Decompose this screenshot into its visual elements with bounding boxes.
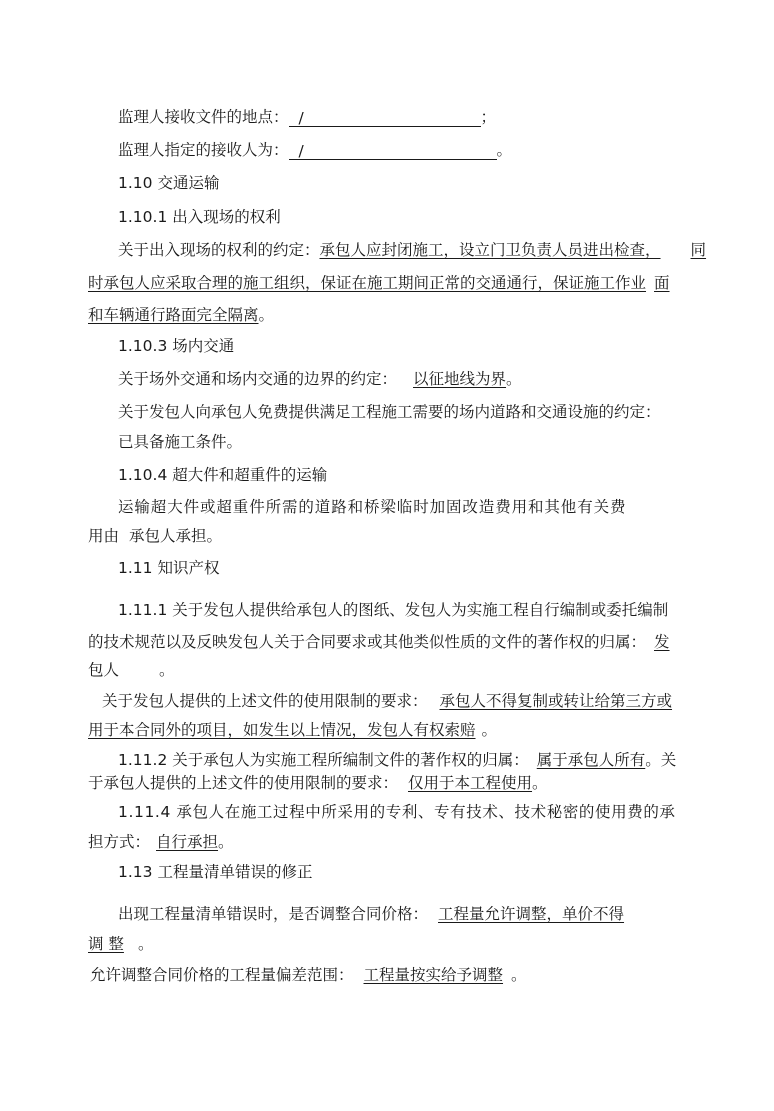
entry-rights-value-1b: 同 [690,241,707,259]
oversize-label: 用由 [88,527,120,545]
patent-fee-end: 。 [218,833,234,851]
receiver-line [118,140,512,160]
entry-rights-label: 关于出入现场的权利的约定： [118,241,320,259]
traffic-boundary-value: 以征地线为界 [413,370,507,388]
receive-location-end: ； [480,108,497,126]
copyright-contractor-line-2 [88,773,548,793]
bill-error-line-1 [118,904,624,924]
copyright-contractor-tail: 。关 [645,751,677,769]
oversize-line-1: 运输超大件或超重件所需的道路和桥梁临时加固改造费用和其他有关费 [118,498,627,516]
copyright-employer-value-2: 包人 [88,661,120,679]
section-1-10-3-heading: 1.10.3 场内交通 [118,337,235,355]
patent-fee-line-1: 1.11.4 承包人在施工过程中所采用的专利、专有技术、技术秘密的使用费的承 [118,803,676,821]
bill-error-value-1: 工程量允许调整，单价不得 [438,905,625,923]
oversize-line-2 [88,526,222,546]
patent-fee-label: 担方式： [88,833,151,851]
usage-limit-line-1 [102,691,672,711]
traffic-boundary-label: 关于场外交通和场内交通的边界的约定： [118,370,398,388]
free-roads-line-1: 关于发包人向承包人免费提供满足工程施工需要的场内道路和交通设施的约定： [118,403,661,421]
receiver-value: / [289,141,497,160]
traffic-boundary-line [118,369,522,389]
contractor-usage-label: 于承包人提供的上述文件的使用限制的要求： [88,774,399,792]
bill-error-label: 出现工程量清单错误时，是否调整合同价格： [118,905,429,923]
usage-limit-value-2: 用于本合同外的项目，如发生以上情况，发包人有权索赔 [88,721,476,739]
contractor-usage-end: 。 [532,774,548,792]
quantity-range-line [90,965,527,985]
entry-rights-end: 。 [258,306,275,324]
copyright-employer-line-2 [88,632,670,652]
traffic-boundary-end: 。 [506,370,522,388]
section-1-13-heading: 1.13 工程量清单错误的修正 [118,863,313,881]
receiver-label: 监理人指定的接收人为： [118,141,289,159]
entry-rights-line-2 [88,273,670,293]
receive-location-value: / [289,108,481,127]
bill-error-line-2 [88,934,153,954]
copyright-contractor-label: 1.11.2 关于承包人为实施工程所编制文件的著作权的归属： [118,751,529,769]
copyright-employer-line-3 [88,660,175,680]
quantity-range-value: 工程量按实给予调整 [363,966,504,984]
entry-rights-value-1: 承包人应封闭施工，设立门卫负责人员进出检查， [319,241,661,259]
oversize-value: 承包人承担。 [129,527,223,545]
copyright-contractor-line-1 [118,750,676,770]
quantity-range-end: 。 [511,966,527,984]
entry-rights-value-2: 时承包人应采取合理的施工组织，保证在施工期间正常的交通通行，保证施工作业 [88,274,647,292]
entry-rights-value-3: 和车辆通行路面完全隔离 [88,306,259,324]
entry-rights-line-1 [118,240,706,260]
section-1-10-4-heading: 1.10.4 超大件和超重件的运输 [118,466,328,484]
patent-fee-line-2 [88,832,234,852]
section-1-11-heading: 1.11 知识产权 [118,559,220,577]
usage-limit-value-1: 承包人不得复制或转让给第三方或 [439,692,673,710]
quantity-range-label: 允许调整合同价格的工程量偏差范围： [90,966,354,984]
contractor-usage-value: 仅用于本工程使用 [408,774,533,792]
copyright-employer-end: 。 [159,661,175,679]
usage-limit-line-2 [88,720,497,740]
usage-limit-label: 关于发包人提供的上述文件的使用限制的要求： [102,692,428,710]
receive-location-line [118,107,496,127]
copyright-contractor-value: 属于承包人所有 [536,751,646,769]
section-1-10-heading: 1.10 交通运输 [118,174,220,192]
patent-fee-value: 自行承担 [156,833,219,851]
copyright-employer-label: 的技术规范以及反映发包人关于合同要求或其他类似性质的文件的著作权的归属： [88,633,647,651]
copyright-employer-value-1: 发 [654,633,670,651]
entry-rights-value-2b: 面 [654,274,670,292]
bill-error-value-2: 调 整 [88,935,124,953]
receiver-end: 。 [496,141,513,159]
entry-rights-line-3 [88,305,274,325]
section-1-10-1-heading: 1.10.1 出入现场的权利 [118,208,281,226]
receive-location-label: 监理人接收文件的地点： [118,108,289,126]
free-roads-line-2: 已具备施工条件。 [118,433,243,451]
bill-error-end: 。 [137,935,154,953]
usage-limit-end: 。 [481,721,498,739]
copyright-employer-line-1: 1.11.1 关于发包人提供给承包人的图纸、发包人为实施工程自行编制或委托编制 [118,601,669,619]
